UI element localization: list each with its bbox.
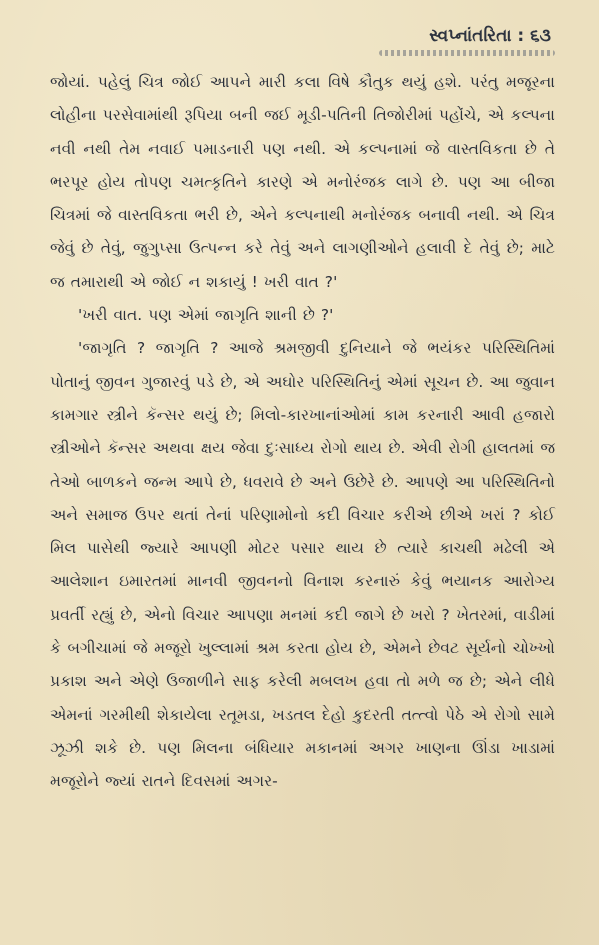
paragraph-continuation: જોયાં. પહેલું ચિત્ર જોઈ આપને મારી કલા વિષે કૌતુક થયું હશે. પરંતુ મજૂરના લોહીના પરસેવામાંથી રૂપિયા બની જઈ મૂડી-પતિની તિજોરીમાં પહોંચે, એ કલ્પના નવી નથી તેમ નવાઈ પમાડનારી પણ નથી. એ કલ્પનામાં જે વાસ્તવિકતા છે તે ભરપૂર હોય તોપણ ચમત્કૃતિને કારણે એ મનોરંજક લાગે છે. પણ આ બીજા ચિત્રમાં જે વાસ્તવિકતા ભરી છે, એને કલ્પનાથી મનોરંજક બનાવી નથી. એ ચિત્ર જેવું છે તેવું, જુગુપ્સા ઉત્પન્ન કરે તેવું અને લાગણીઓને હલાવી દે તેવું છે; માટે જ તમારાથી એ જોઈ ન શકાયું ! ખરી વાત ?' [50,73,555,291]
page-body [50,66,555,799]
running-header: સ્વપ્નાંતરિતા : ૬૩ [429,26,551,46]
paragraph-question: 'ખરી વાત. પણ એમાં જાગૃતિ શાની છે ?' [78,306,334,325]
header-underline-ornament [379,50,555,56]
paragraph-answer: 'જાગૃતિ ? જાગૃતિ ? આજે શ્રમજીવી દુનિયાને જે ભયંકર પરિસ્થિતિમાં પોતાનું જીવન ગુજારવું પડે છે, એ અઘોર પરિસ્થિતિનું એમાં સૂચન છે. આ જુવાન કામગાર સ્ત્રીને કૅન્સર થયું છે; મિલો-કારખાનાંઓમાં કામ કરનારી આવી હજારો સ્ત્રીઓને કૅન્સર અથવા ક્ષય જેવા દુઃસાધ્ય રોગો થાય છે. એવી રોગી હાલતમાં જ તેઓ બાળકને જન્મ આપે છે, ધવરાવે છે અને ઉછેરે છે. આપણે આ પરિસ્થિતિનો અને સમાજ ઉપર થતાં તેનાં પરિણામોનો કદી વિચાર કરીએ છીએ ખરાં ? કોઈ મિલ પાસેથી જ્યારે આપણી મોટર પસાર થાય છે ત્યારે કાચથી મઢેલી એ આલેશાન ઇમારતમાં માનવી જીવનનો વિનાશ કરનારું કેવું ભયાનક આરોગ્ય પ્રવર્તી રહ્યું છે, એનો વિચાર આપણા મનમાં કદી જાગે છે ખરો ? ખેતરમાં, વાડીમાં કે બગીચામાં જે મજૂરો ખુલ્લામાં શ્રમ કરતા હોય છે, એમને છેવટ સૂર્યનો ચોખ્ખો પ્રકાશ અને એણે ઉજાળીને સાફ કરેલી મબલખ હવા તો મળે જ છે; એને લીધે એમનાં ગરમીથી શેકાયેલા રતૂમડા, ખડતલ દેહો કુદરતી તત્ત્વો પેઠે એ રોગો સામે ઝૂઝી શકે છે. પણ મિલના બંધિયાર મકાનમાં અગર ખાણના ઊંડા ખાડામાં મજૂરોને જ્યાં રાતને દિવસમાં અગર- [50,339,555,791]
